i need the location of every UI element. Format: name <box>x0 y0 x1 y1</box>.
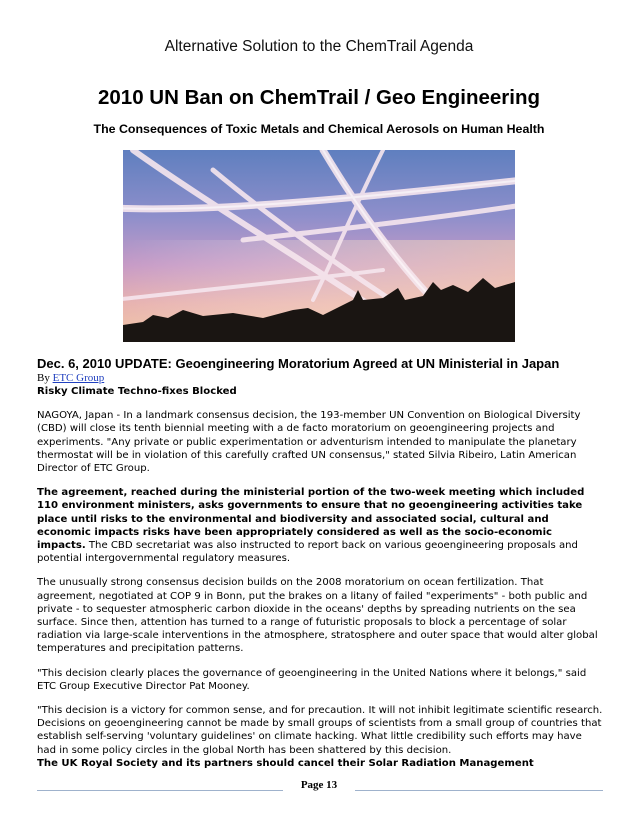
chemtrail-sky-photo <box>123 150 515 342</box>
byline <box>37 372 603 385</box>
byline-prefix: By <box>37 372 53 384</box>
paragraph-2 <box>37 486 603 565</box>
running-header-title: Alternative Solution to the ChemTrail Agenda <box>164 38 474 55</box>
article-title: Dec. 6, 2010 UPDATE: Geoengineering Moratorium Agreed at UN Ministerial in Japan <box>37 356 560 371</box>
etc-group-link[interactable]: ETC Group <box>52 372 105 384</box>
page-subtitle: The Consequences of Toxic Metals and Chemical Aerosols on Human Health <box>93 122 545 136</box>
paragraph-3: The unusually strong consensus decision builds on the 2008 moratorium on ocean fertilization. That agreement, negotiated at COP 9 in Bonn, put the brakes on a litany of failed "experiments" - both public and private - to sequester atmospheric carbon dioxide in the oceans' depths by spreading nutrients on the sea surface. Since then, attention has turned to a range of futuristic proposals to block a percentage of solar radiation via large-scale interventions in the atmosphere, stratosphere and outer space that would alter global temperatures and precipitation patterns. <box>37 577 598 655</box>
paragraph-2-rest: The CBD secretariat was also instructed to report back on various geoengineering proposals and potential intergovernmental regulatory measures. <box>37 540 578 565</box>
paragraph-5-text: "This decision is a victory for common sense, and for precaution. It will not inhibit legitimate scientific research. Decisions on geoengineering cannot be made by small groups of scientists from a small group of countries that establish self-serving 'voluntary guidelines' on climate hacking. What little credibility such efforts may have had in some policy circles in the global North has been shattered by this decision. <box>37 705 603 756</box>
paragraph-1: NAGOYA, Japan - In a landmark consensus decision, the 193-member UN Convention on Biological Diversity (CBD) will close its tenth biennial meeting with a de facto moratorium on geoengineering projects and experiments. "Any private or public experimentation or adventurism intended to manipulate the planetary thermostat will be in violation of this carefully crafted UN consensus," stated Silvia Ribeiro, Latin American Director of ETC Group. <box>37 410 581 475</box>
section-heading: Risky Climate Techno-fixes Blocked <box>37 386 237 397</box>
page-title: 2010 UN Ban on ChemTrail / Geo Engineering <box>98 86 540 109</box>
article-body <box>37 356 603 781</box>
paragraph-5-bold-tail: The UK Royal Society and its partners should cancel their Solar Radiation Management <box>37 757 534 769</box>
paragraph-4: "This decision clearly places the governance of geoengineering in the United Nations where it belongs," said ETC Group Executive Director Pat Mooney. <box>37 667 587 692</box>
page-number: Page 13 <box>300 779 338 791</box>
paragraph-5 <box>37 704 603 770</box>
paragraph-2-bold: The agreement, reached during the ministerial portion of the two-week meeting which included 110 environment ministers, asks governments to ensure that no geoengineering activities take place until risks to the environmental and biodiversity and associated social, cultural and economic impacts risks have been appropriately considered as well as the socio-economic impacts. <box>37 487 585 552</box>
